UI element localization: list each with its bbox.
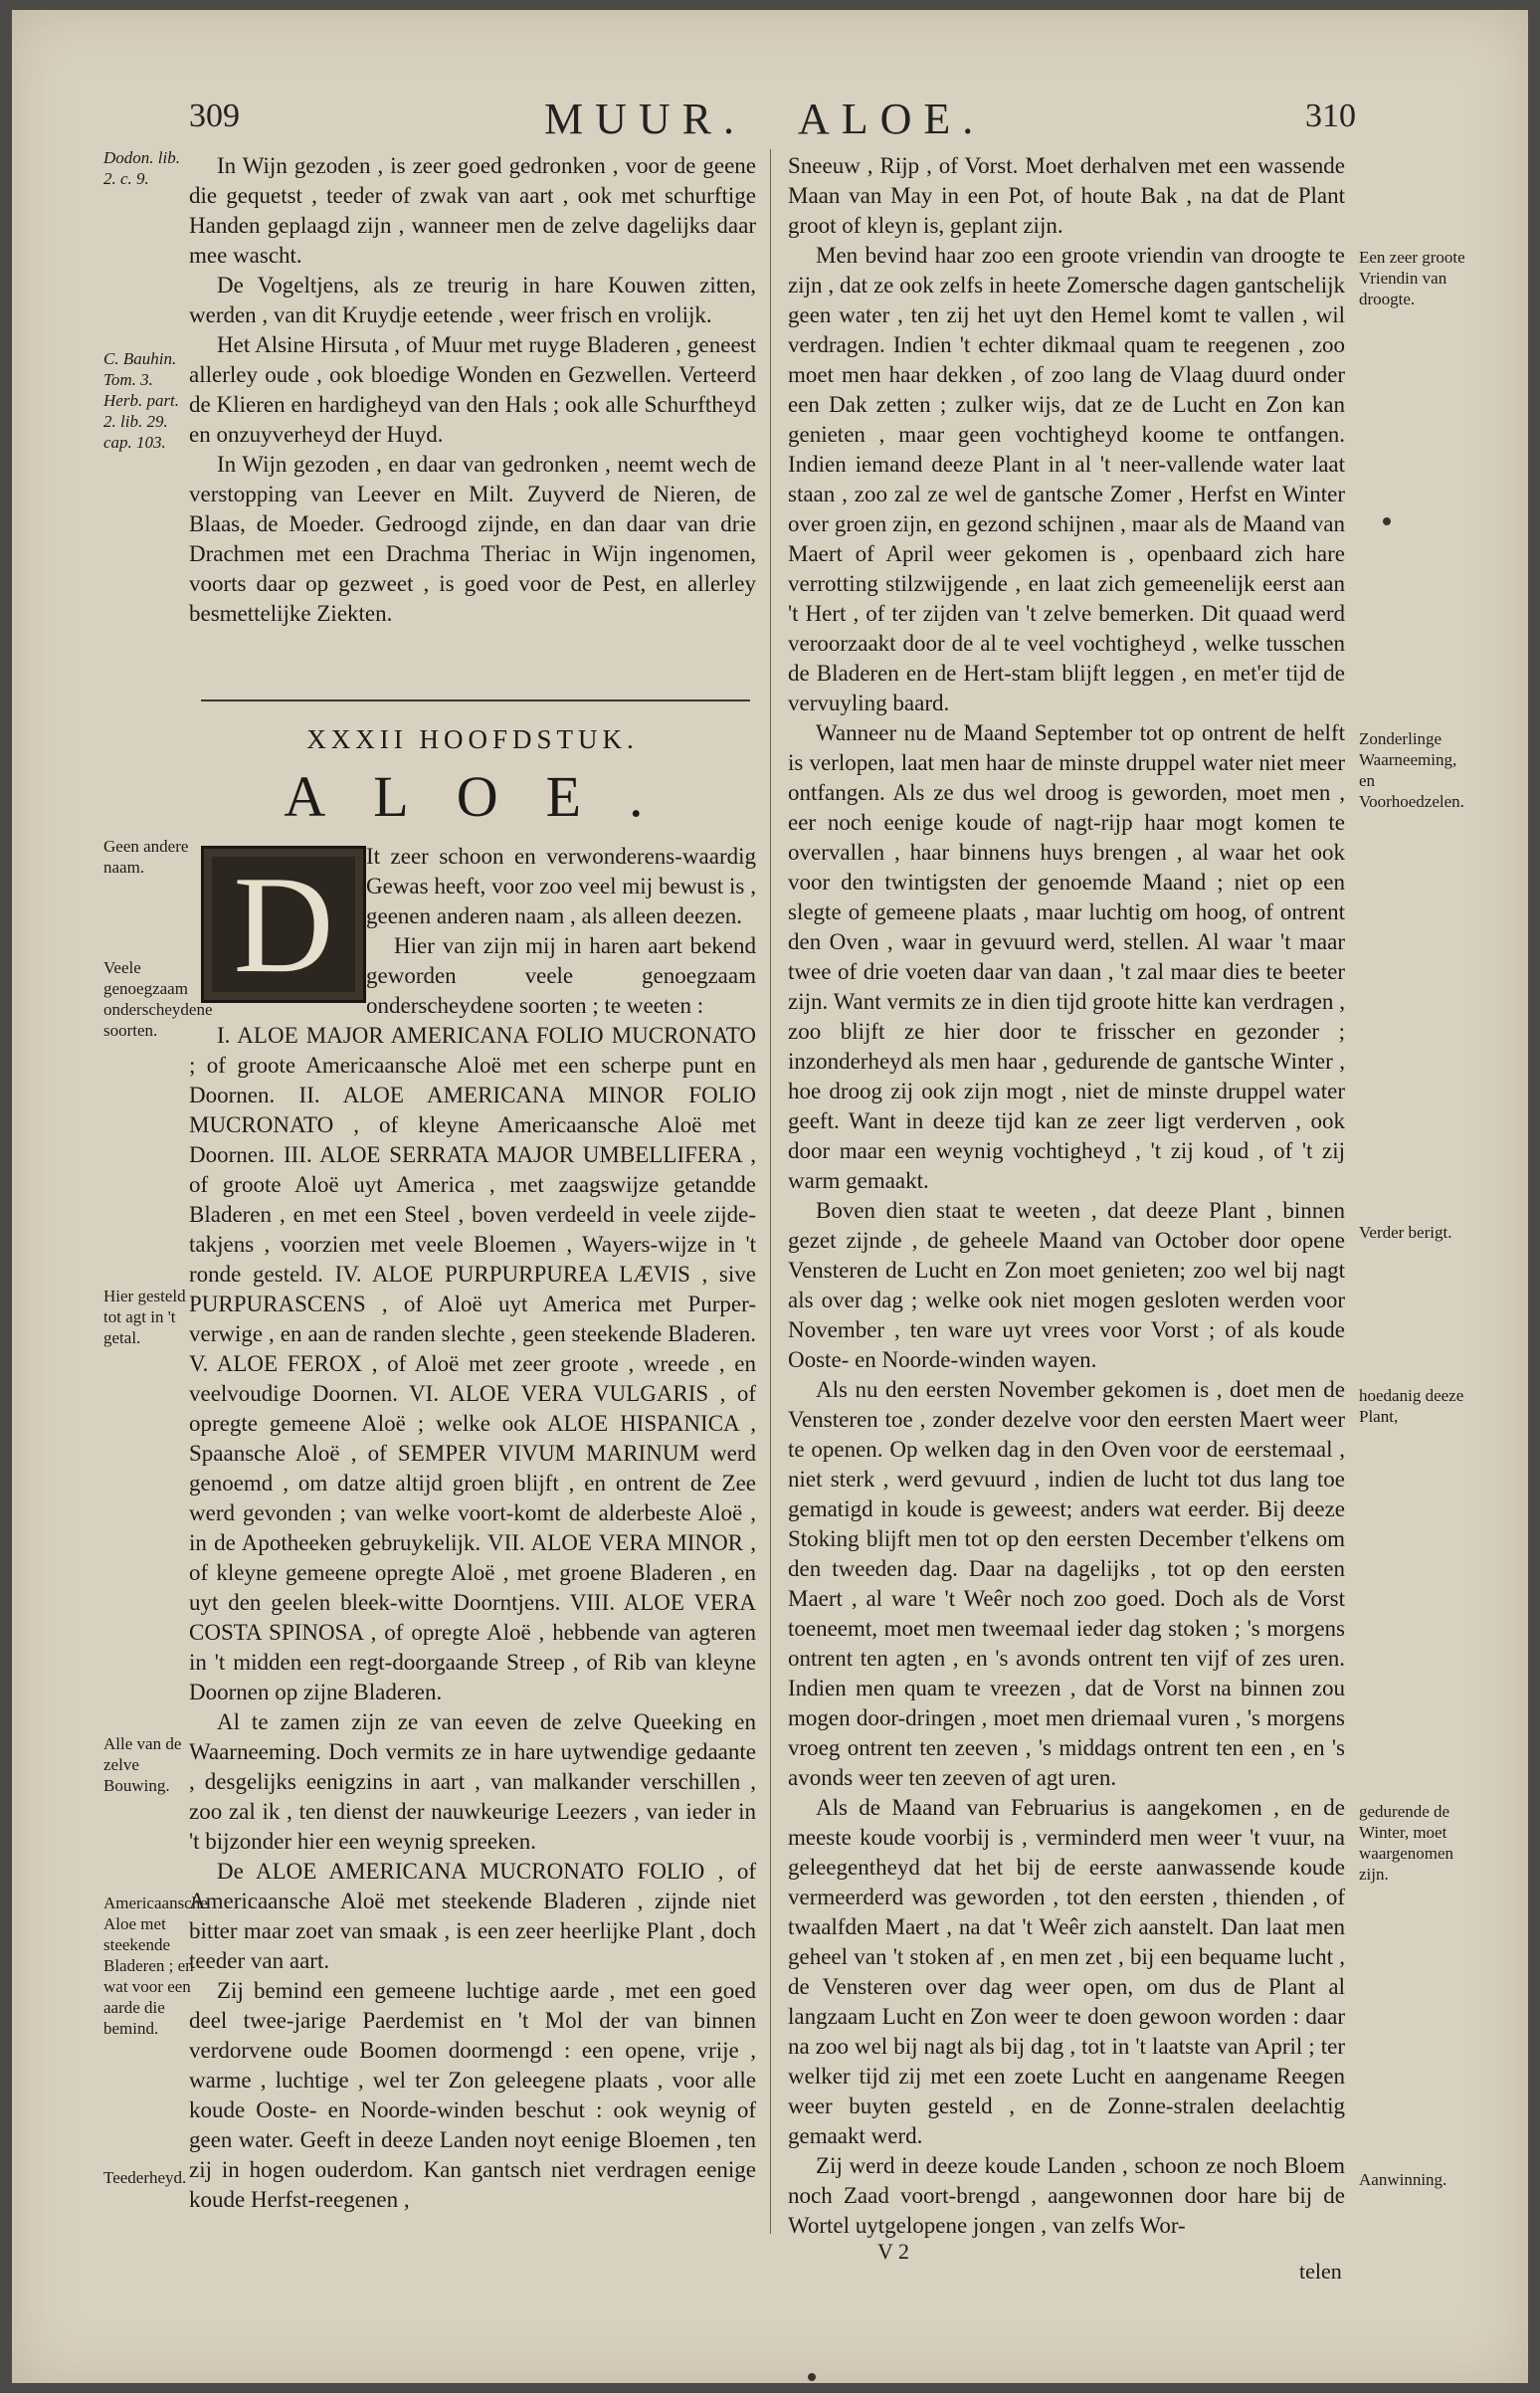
margin-note: Hier gesteld tot agt in 't getal. xyxy=(103,1287,186,1347)
paragraph: Men bevind haar zoo een groote vriendin van droogte te zijn , dat ze ook zelfs in heete Zomersche dagen gantschelijk geen water , ten zij het uyt den Hemel komt te vallen , wil verdragen. Indien 't echter dikmaal quam te reegenen , zoo moet men haar dekken , of zoo lang de Vlaag duurd onder een Dak zetten ; zulker wijs, dat ze de Lucht en Zon kan genieten , maar geen vochtigheyd koome te ontfangen. Indien iemand deeze Plant in al 't neer-vallende water laat staan , zoo zal ze wel de gantsche Zomer , Herfst en Winter over groen zijn, en gezond schijnen , maar als de Maand van Maert of April weer gekomen is , openbaard zich hare verrotting stilzwijgende , en laat zich gemeenelijk eerst aan 't Hert , of ter zijden van 't zelve bemerken. Dit quaad werd veroorzaakt door de al te veel vochtigheyd , welke tusschen de Bladeren en de Hert-stam blijft leggen , en met'er tijd de vervuyling baard. xyxy=(788,243,1345,715)
chapter-heading-block xyxy=(189,724,756,830)
paragraph: Als nu den eersten November gekomen is , doet men de Vensteren toe , zonder dezelve voor den eersten Maert weer te openen. Op welken dag in den Oven voor de eerstemaal , niet sterk , werd gevuurd , indien de lucht tot dus lang toe gematigd in koude is geweest; anders wat eerder. Bij deeze Stoking blijft men tot op den eersten December t'elkens om den tweeden dag. Daar na dagelijks , tot op den eersten Maert , al ware 't Weêr noch zoo goed. Doch als de Vorst toeneemt, moet men tweemaal ieder dag stoken ; 's morgens ontrent ten agten , en 's avonds ontrent ten vijf of zes uren. Indien men quam te vreezen , dat de Vorst na binnen zou mogen door-dringen , moet men driemaal vuren , 's morgens vroeg ontrent ten zeeven , 's middags ontrent ten een , en 's avonds weer ten zeeven of agt uren. xyxy=(788,1377,1345,1790)
left-page-number: 309 xyxy=(189,98,240,134)
right-page-number: 310 xyxy=(1305,98,1356,134)
margin-note: gedurende de Winter, moet waargenomen zijn. xyxy=(1359,1802,1454,1884)
margin-note: Zonderlinge Waarneeming, en Voorhoedzelen. xyxy=(1359,729,1464,811)
paragraph: Zij bemind een gemeene luchtige aarde , met een goed deel twee-jarige Paerdemist en 't Mol der van binnen verdorvene oude Boomen doormengd : een opene, vrije , warme , luchtige , wel ter Zon geleegene plaats , voor alle koude Ooste- en Noorde-winden beschut : ook weynig of geen water. Geeft in deeze Landen noyt eenige Bloemen , ten zij in hogen ouderdom. Kan gantsch niet verdragen eenige koude Herfst-reegenen , xyxy=(189,1978,756,2212)
column-divider xyxy=(770,149,771,2234)
margin-note: hoedanig deeze Plant, xyxy=(1359,1386,1464,1426)
chapter-number: XXXII HOOFDSTUK. xyxy=(306,724,639,754)
book-page xyxy=(12,10,1528,2383)
margin-note: Americaansche Aloe met steekende Bladeren ; en wat voor een aarde die bemind. xyxy=(103,1894,208,2038)
margin-note: Een zeer groote Vriendin van droogte. xyxy=(1359,248,1465,308)
margin-note: Aanwinning. xyxy=(1359,2170,1447,2189)
right-column xyxy=(788,151,1345,2241)
paragraph: It zeer schoon en verwonderens-waardig Gewas heeft, voor zoo veel mij bewust is , geenen anderen naam , als alleen deezen. xyxy=(366,844,756,928)
paragraph: Boven dien staat te weeten , dat deeze Plant , binnen gezet zijnde , de geheele Maand van October door opene Vensteren de Lucht en Zon moet genieten; zoo wel bij nagt als over dag ; welke ook niet mogen gesloten werden voor November , ten ware uyt vrees voor Vorst ; of als koude Ooste- en Noorde-winden wayen. xyxy=(788,1198,1345,1372)
paragraph: Hier van zijn mij in haren aart bekend geworden veele genoegzaam onderscheydene soorten ; te weeten : xyxy=(366,933,756,1018)
paragraph: Al te zamen zijn ze van eeven de zelve Queeking en Waarneeming. Doch vermits ze in hare uytwendige gedaante , desgelijks eenigzins in aart , van malkander verschillen , zoo zal ik , ten dienst der nauwkeurige Leezers , van ieder in 't bijzonder hier een weynig spreeken. xyxy=(189,1709,756,1854)
page-header xyxy=(12,95,1528,157)
ornamental-drop-cap: D xyxy=(201,846,366,1003)
margin-note: C. Bauhin. Tom. 3. Herb. part. 2. lib. 29. cap. 103. xyxy=(103,349,180,452)
paper-blemish xyxy=(1383,517,1391,525)
margin-note: Alle van de zelve Bouwing. xyxy=(103,1734,182,1795)
paragraph: I. ALOE MAJOR AMERICANA FOLIO MUCRONATO ; of groote Americaansche Aloë met een scherpe punt en Doornen. II. ALOE AMERICANA MINOR FOLIO MUCRONATO , of kleyne Americaansche Aloë met Doornen. III. ALOE SERRATA MAJOR UMBELLIFERA , of groote Aloë uyt America , met zaagswijze getandde Bladeren , en met een Steel , boven verdeeld in veele zijde-takjens , voorzien met veele Bloemen , Wayers-wijze in 't ronde gesteld. IV. ALOE PURPURPUREA LÆVIS , sive PURPURASCENS , of Aloë uyt America met Purper-verwige , en aan de randen slechte , geen steekende Bladeren. V. ALOE FEROX , of Aloë met zeer groote , wreede , en veelvoudige Doornen. VI. ALOE VERA VULGARIS , of opregte gemeene Aloë ; welke ook ALOE HISPANICA , Spaansche Aloë , of SEMPER VIVUM MARINUM werd genoemd , om datze altijd groen blijft , en ontrent de Zee werd gevonden ; van welke voort-komt de alderbeste Aloë , in de Apotheeken gebruykelijk. VII. ALOE VERA MINOR , of kleyne gemeene opregte Aloë , met groene Bladeren , en uyt den geelen bleek-witte Doorntjens. VIII. ALOE VERA COSTA SPINOSA , of opregte Aloë , hebbende van agteren in 't midden een regt-doorgaande Streep , of Rib van kleyne Doornen op zijne Bladeren. xyxy=(189,1023,756,1704)
paragraph: Als de Maand van Februarius is aangekomen , en de meeste koude voorbij is , verminderd men weer 't vuur, na geleegentheyd dat het bij de eerste aanwassende koude vermeerderd was geworden , tot den eersten , thienden , of twaalfden Maert , na dat 't Weêr zich aanstelt. Dan laat men geheel van 't stoken af , en men zet , bij een bequame lucht , de Vensteren over dag weer open, om dus de Plant al langzaam Lucht en Zon weer te doen gewoon worden : daar na zoo wel bij nagt als bij dag , tot in 't laatste van April ; ter welker tijd zij met een zoete Lucht en aangename Reegen weer buyten gesteld , en de Zonne-stralen deelachtig gemaakt werd. xyxy=(788,1795,1345,2148)
paragraph: In Wijn gezoden , en daar van gedronken , neemt wech de verstopping van Leever en Milt. Zuyverd de Nieren, de Blaas, de Moeder. Gedroogd zijnde, en dan daar van drie Drachmen met een Drachma Theriac in Wijn ingenomen, voorts daar op gezweet , is goed voor de Pest, en allerley besmettelijke Ziekten. xyxy=(189,452,756,626)
margin-note: Dodon. lib. 2. c. 9. xyxy=(103,148,180,188)
right-running-title: ALOE. xyxy=(798,95,986,143)
margin-note: Geen andere naam. xyxy=(103,837,189,877)
signature-mark: V 2 xyxy=(877,2239,909,2264)
paper-blemish xyxy=(808,2373,816,2381)
paragraph: Zij werd in deeze koude Landen , schoon ze noch Bloem noch Zaad voort-brengd , aangewonnen door hare bij de Wortel uytgelopene jongen , van zelfs Wor- xyxy=(788,2153,1345,2238)
paragraph: De ALOE AMERICANA MUCRONATO FOLIO , of Americaansche Aloë met steekende Bladeren , zijnde niet bitter maar zoet van smaak , is een zeer heerlijke Plant , doch teeder van aart. xyxy=(189,1859,756,1973)
paragraph: Wanneer nu de Maand September tot op ontrent de helft is verlopen, laat men haar de minste druppel water niet meer ontfangen. Als ze dus wel droog is geworden, moet men , eer noch eenige koude of nagt-rijp haar mogt komen te overvallen , haar binnens huys brengen , al waar het ook voor den twintigsten der genoemde Maand ; niet op een slegte of gemeene plaats , maar luchtig om hoog, of ontrent den Oven , waar in gevuurd werd, stellen. Al waar 't maar twee of drie voeten daar van daan , 't zal maar dies te beeter zijn. Want vermits ze in dien tijd groote hitte kan verdragen , zoo blijft ze hier door te frisscher en gezonder ; inzonderheyd als men haar , gedurende de gantsche Winter , hoe droog zij ook zijn mogt , niet de minste druppel water geeft. Want in deeze tijd kan ze zeer ligt verderven , ook door maar een weynig vochtigheyd , 't zij koud , of 't zij warm gemaakt. xyxy=(788,720,1345,1193)
paragraph: De Vogeltjens, als ze treurig in hare Kouwen zitten, werden , van dit Kruydje eetende , weer frisch en vrolijk. xyxy=(189,273,756,327)
left-column-bottom xyxy=(189,842,756,2215)
margin-note: Veele genoegzaam onderscheydene soorten. xyxy=(103,958,213,1040)
section-rule xyxy=(201,699,750,701)
paragraph: Het Alsine Hirsuta , of Muur met ruyge Bladeren , geneest allerley oude , ook bloedige Wonden en Gezwellen. Verteerd de Klieren en hardigheyd van den Hals ; ook alle Schurftheyd en onzuyverheyd der Huyd. xyxy=(189,332,756,447)
margin-note: Teederheyd. xyxy=(103,2168,187,2187)
chapter-title: ALOE. xyxy=(284,764,691,829)
catchword: telen xyxy=(1299,2259,1342,2284)
paragraph: Sneeuw , Rijp , of Vorst. Moet derhalven met een wassende Maan van May in een Pot, of houte Bak , na dat de Plant groot of kleyn is, geplant zijn. xyxy=(788,153,1345,238)
left-running-title: MUUR. xyxy=(544,95,747,143)
paragraph: In Wijn gezoden , is zeer goed gedronken , voor de geene die gequetst , teeder of zwak van aart , ook met schurftige Handen geplaagd zijn , wanneer men de zelve dagelijks daar mee wascht. xyxy=(189,153,756,268)
margin-note: Verder berigt. xyxy=(1359,1223,1452,1242)
left-column-top xyxy=(189,151,756,629)
